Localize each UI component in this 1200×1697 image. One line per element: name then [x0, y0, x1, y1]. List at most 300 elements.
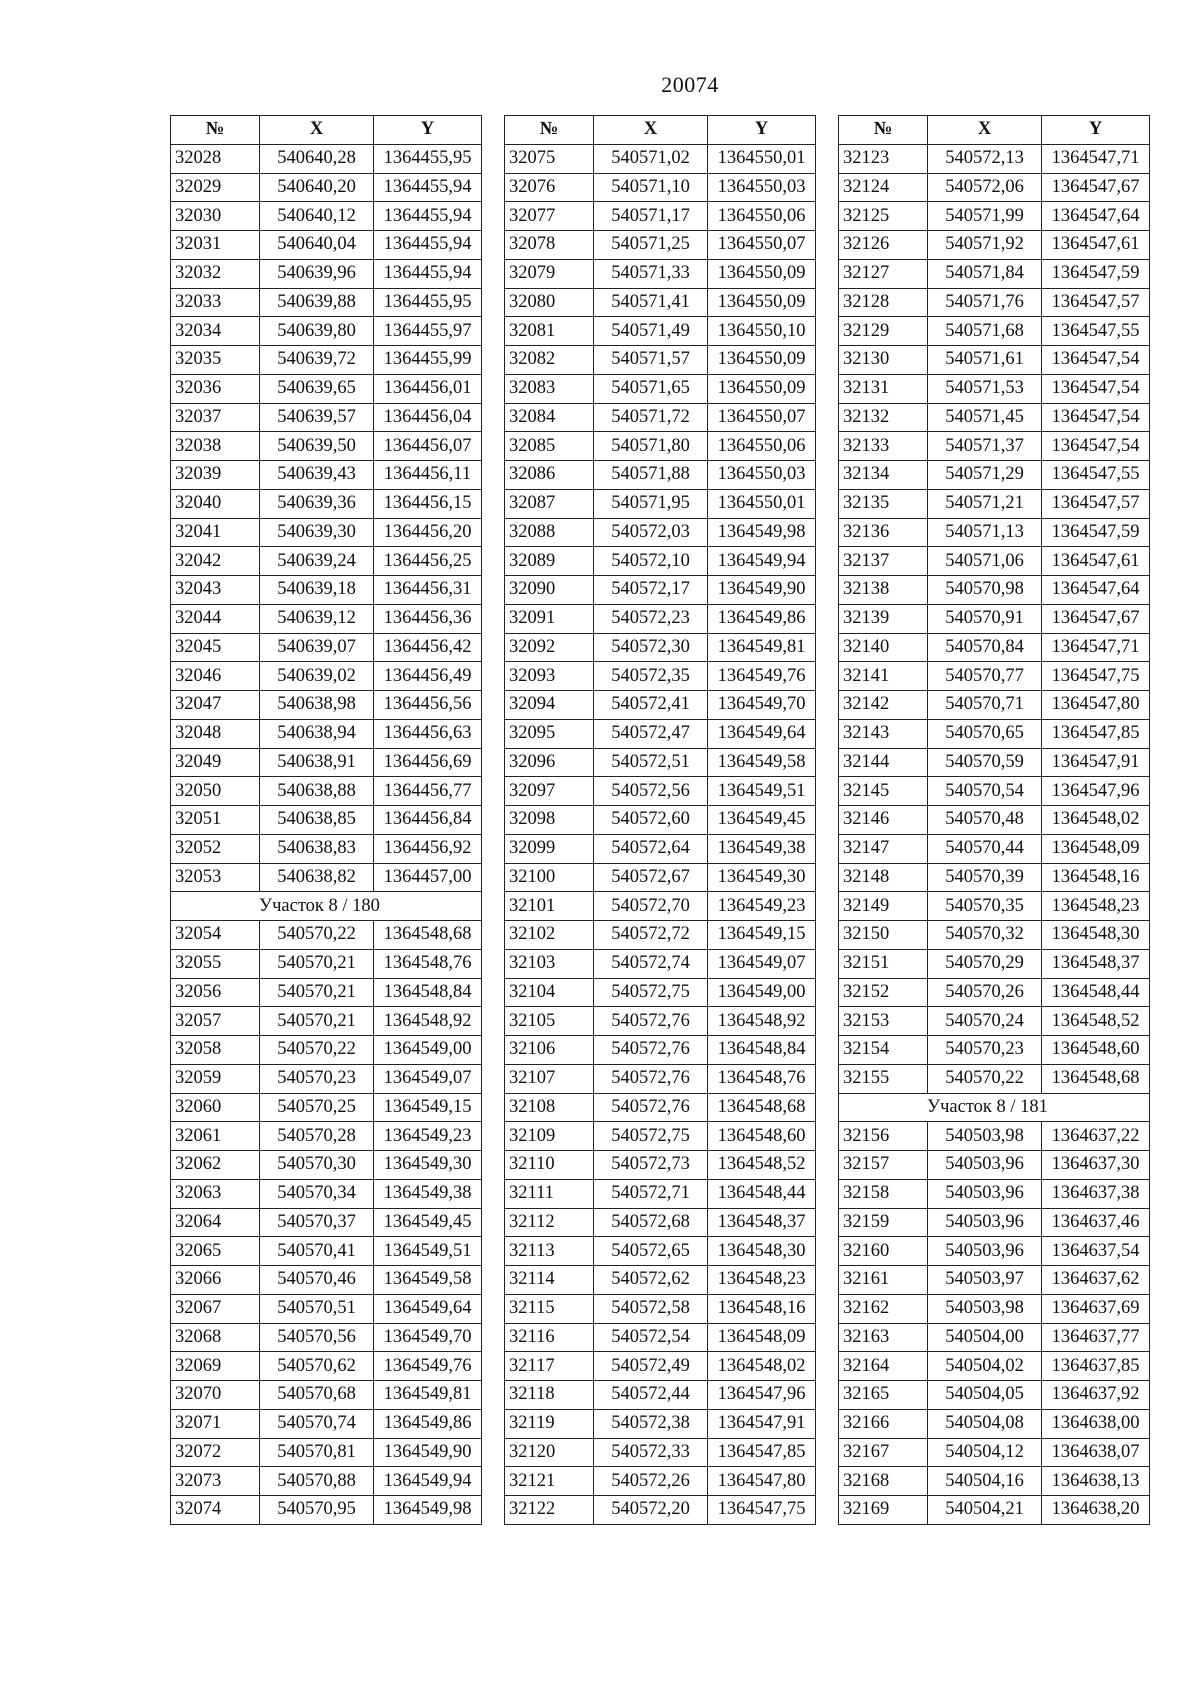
point-number-cell: 32101: [505, 892, 594, 921]
table-row: [505, 576, 816, 605]
table-row: [505, 748, 816, 777]
table-row: [839, 259, 1150, 288]
point-number-cell: 32034: [171, 317, 260, 346]
point-number-cell: 32067: [171, 1294, 260, 1323]
point-number-cell: 32040: [171, 489, 260, 518]
point-number-cell: 32154: [839, 1036, 928, 1065]
x-coordinate-cell: 540571,21: [928, 489, 1042, 518]
y-coordinate-cell: 1364638,13: [1042, 1467, 1150, 1496]
table-row: [171, 633, 482, 662]
point-number-cell: 32100: [505, 863, 594, 892]
y-coordinate-cell: 1364548,37: [1042, 949, 1150, 978]
table-row: [839, 806, 1150, 835]
x-coordinate-cell: 540570,48: [928, 806, 1042, 835]
x-coordinate-cell: 540572,71: [594, 1179, 708, 1208]
table-row: [505, 1151, 816, 1180]
y-coordinate-cell: 1364549,45: [374, 1208, 482, 1237]
table-row: [171, 834, 482, 863]
x-coordinate-cell: 540570,23: [928, 1036, 1042, 1065]
table-row: [839, 1266, 1150, 1295]
table-row: [171, 719, 482, 748]
y-coordinate-cell: 1364637,77: [1042, 1323, 1150, 1352]
x-coordinate-cell: 540572,47: [594, 719, 708, 748]
y-coordinate-cell: 1364547,54: [1042, 346, 1150, 375]
point-number-cell: 32146: [839, 806, 928, 835]
point-number-cell: 32135: [839, 489, 928, 518]
point-number-cell: 32068: [171, 1323, 260, 1352]
point-number-cell: 32167: [839, 1438, 928, 1467]
point-number-cell: 32043: [171, 576, 260, 605]
table-row: [839, 173, 1150, 202]
table-row: [171, 518, 482, 547]
table-row: [839, 346, 1150, 375]
x-coordinate-cell: 540572,70: [594, 892, 708, 921]
y-coordinate-cell: 1364456,01: [374, 374, 482, 403]
y-coordinate-cell: 1364547,96: [1042, 777, 1150, 806]
x-coordinate-cell: 540572,30: [594, 633, 708, 662]
y-coordinate-cell: 1364547,57: [1042, 489, 1150, 518]
x-coordinate-cell: 540570,39: [928, 863, 1042, 892]
x-coordinate-cell: 540638,83: [260, 834, 374, 863]
point-number-cell: 32160: [839, 1237, 928, 1266]
point-number-cell: 32033: [171, 288, 260, 317]
x-coordinate-cell: 540639,96: [260, 259, 374, 288]
x-coordinate-cell: 540639,80: [260, 317, 374, 346]
x-coordinate-cell: 540570,32: [928, 921, 1042, 950]
x-coordinate-cell: 540571,29: [928, 461, 1042, 490]
y-coordinate-cell: 1364547,91: [1042, 748, 1150, 777]
x-coordinate-cell: 540639,57: [260, 403, 374, 432]
x-coordinate-cell: 540570,84: [928, 633, 1042, 662]
point-number-cell: 32138: [839, 576, 928, 605]
table-row: [505, 461, 816, 490]
table-header-row: [839, 116, 1150, 145]
y-coordinate-cell: 1364549,64: [708, 719, 816, 748]
y-coordinate-cell: 1364456,11: [374, 461, 482, 490]
point-number-cell: 32141: [839, 662, 928, 691]
table-row: [839, 633, 1150, 662]
point-number-cell: 32151: [839, 949, 928, 978]
point-number-cell: 32112: [505, 1208, 594, 1237]
point-number-cell: 32082: [505, 346, 594, 375]
point-number-cell: 32054: [171, 921, 260, 950]
x-coordinate-cell: 540640,04: [260, 231, 374, 260]
x-coordinate-cell: 540572,38: [594, 1409, 708, 1438]
x-coordinate-cell: 540639,50: [260, 432, 374, 461]
x-coordinate-cell: 540571,92: [928, 231, 1042, 260]
point-number-cell: 32114: [505, 1266, 594, 1295]
table-row: [839, 892, 1150, 921]
point-number-cell: 32139: [839, 604, 928, 633]
y-coordinate-cell: 1364549,70: [708, 691, 816, 720]
table-row: [839, 403, 1150, 432]
table-row: [171, 748, 482, 777]
point-number-cell: 32110: [505, 1151, 594, 1180]
x-coordinate-cell: 540571,10: [594, 173, 708, 202]
y-coordinate-cell: 1364455,94: [374, 202, 482, 231]
table-row: [505, 1381, 816, 1410]
point-number-cell: 32123: [839, 144, 928, 173]
point-number-cell: 32116: [505, 1323, 594, 1352]
y-coordinate-cell: 1364549,58: [374, 1266, 482, 1295]
x-coordinate-cell: 540571,41: [594, 288, 708, 317]
point-number-cell: 32157: [839, 1151, 928, 1180]
y-coordinate-cell: 1364548,84: [708, 1036, 816, 1065]
table-row: [839, 288, 1150, 317]
x-coordinate-cell: 540572,76: [594, 1093, 708, 1122]
point-number-cell: 32060: [171, 1093, 260, 1122]
y-coordinate-cell: 1364547,59: [1042, 518, 1150, 547]
table-row: [171, 346, 482, 375]
x-coordinate-cell: 540571,37: [928, 432, 1042, 461]
table-row: [505, 489, 816, 518]
table-row: [839, 719, 1150, 748]
header-x: X: [260, 116, 374, 145]
point-number-cell: 32150: [839, 921, 928, 950]
section-label: Участок 8 / 181: [839, 1093, 1150, 1122]
point-number-cell: 32064: [171, 1208, 260, 1237]
point-number-cell: 32073: [171, 1467, 260, 1496]
coordinates-table-3: [838, 115, 1150, 1525]
x-coordinate-cell: 540571,49: [594, 317, 708, 346]
table-row: [171, 1093, 482, 1122]
point-number-cell: 32127: [839, 259, 928, 288]
x-coordinate-cell: 540572,67: [594, 863, 708, 892]
x-coordinate-cell: 540639,88: [260, 288, 374, 317]
table-row: [171, 604, 482, 633]
y-coordinate-cell: 1364549,23: [374, 1122, 482, 1151]
y-coordinate-cell: 1364456,49: [374, 662, 482, 691]
point-number-cell: 32113: [505, 1237, 594, 1266]
table-row: [505, 259, 816, 288]
table-row: [171, 259, 482, 288]
point-number-cell: 32164: [839, 1352, 928, 1381]
point-number-cell: 32109: [505, 1122, 594, 1151]
table-row: [839, 777, 1150, 806]
y-coordinate-cell: 1364549,30: [374, 1151, 482, 1180]
x-coordinate-cell: 540570,35: [928, 892, 1042, 921]
point-number-cell: 32104: [505, 978, 594, 1007]
x-coordinate-cell: 540503,98: [928, 1294, 1042, 1323]
y-coordinate-cell: 1364548,92: [374, 1007, 482, 1036]
point-number-cell: 32144: [839, 748, 928, 777]
point-number-cell: 32115: [505, 1294, 594, 1323]
table-row: [171, 1266, 482, 1295]
table-row: [839, 604, 1150, 633]
table-row: [171, 1409, 482, 1438]
y-coordinate-cell: 1364637,62: [1042, 1266, 1150, 1295]
header-y: Y: [708, 116, 816, 145]
table-row: [505, 173, 816, 202]
x-coordinate-cell: 540504,21: [928, 1496, 1042, 1525]
x-coordinate-cell: 540639,36: [260, 489, 374, 518]
table-row: [505, 202, 816, 231]
table-row: [839, 1208, 1150, 1237]
table-row: [505, 144, 816, 173]
x-coordinate-cell: 540570,29: [928, 949, 1042, 978]
y-coordinate-cell: 1364456,42: [374, 633, 482, 662]
x-coordinate-cell: 540570,62: [260, 1352, 374, 1381]
y-coordinate-cell: 1364549,23: [708, 892, 816, 921]
y-coordinate-cell: 1364637,54: [1042, 1237, 1150, 1266]
x-coordinate-cell: 540572,54: [594, 1323, 708, 1352]
table-row: [839, 834, 1150, 863]
coordinates-table-1: [170, 115, 482, 1525]
point-number-cell: 32137: [839, 547, 928, 576]
x-coordinate-cell: 540570,21: [260, 978, 374, 1007]
y-coordinate-cell: 1364549,86: [708, 604, 816, 633]
y-coordinate-cell: 1364548,16: [708, 1294, 816, 1323]
point-number-cell: 32131: [839, 374, 928, 403]
x-coordinate-cell: 540570,51: [260, 1294, 374, 1323]
table-row: [171, 403, 482, 432]
header-number: №: [839, 116, 928, 145]
y-coordinate-cell: 1364549,81: [708, 633, 816, 662]
point-number-cell: 32080: [505, 288, 594, 317]
table-row: [839, 691, 1150, 720]
table-row: [839, 921, 1150, 950]
table-row: [505, 1323, 816, 1352]
x-coordinate-cell: 540572,17: [594, 576, 708, 605]
point-number-cell: 32072: [171, 1438, 260, 1467]
point-number-cell: 32134: [839, 461, 928, 490]
y-coordinate-cell: 1364549,94: [374, 1467, 482, 1496]
table-row: [839, 863, 1150, 892]
point-number-cell: 32047: [171, 691, 260, 720]
x-coordinate-cell: 540572,20: [594, 1496, 708, 1525]
table-row: [505, 863, 816, 892]
table-row: [839, 1151, 1150, 1180]
y-coordinate-cell: 1364548,09: [708, 1323, 816, 1352]
point-number-cell: 32058: [171, 1036, 260, 1065]
x-coordinate-cell: 540570,68: [260, 1381, 374, 1410]
x-coordinate-cell: 540570,71: [928, 691, 1042, 720]
y-coordinate-cell: 1364638,20: [1042, 1496, 1150, 1525]
x-coordinate-cell: 540570,74: [260, 1409, 374, 1438]
x-coordinate-cell: 540639,18: [260, 576, 374, 605]
y-coordinate-cell: 1364549,90: [374, 1438, 482, 1467]
y-coordinate-cell: 1364456,69: [374, 748, 482, 777]
x-coordinate-cell: 540638,98: [260, 691, 374, 720]
point-number-cell: 32077: [505, 202, 594, 231]
point-number-cell: 32147: [839, 834, 928, 863]
coordinates-table-2: [504, 115, 816, 1525]
y-coordinate-cell: 1364456,92: [374, 834, 482, 863]
x-coordinate-cell: 540571,95: [594, 489, 708, 518]
table-row: [505, 604, 816, 633]
x-coordinate-cell: 540570,25: [260, 1093, 374, 1122]
y-coordinate-cell: 1364637,30: [1042, 1151, 1150, 1180]
x-coordinate-cell: 540570,37: [260, 1208, 374, 1237]
table-row: [839, 1409, 1150, 1438]
x-coordinate-cell: 540572,74: [594, 949, 708, 978]
y-coordinate-cell: 1364455,94: [374, 173, 482, 202]
table-row: [171, 1294, 482, 1323]
y-coordinate-cell: 1364549,15: [708, 921, 816, 950]
table-row: [505, 374, 816, 403]
x-coordinate-cell: 540639,30: [260, 518, 374, 547]
table-row: [839, 432, 1150, 461]
point-number-cell: 32128: [839, 288, 928, 317]
table-row: [839, 547, 1150, 576]
point-number-cell: 32037: [171, 403, 260, 432]
y-coordinate-cell: 1364456,56: [374, 691, 482, 720]
y-coordinate-cell: 1364548,76: [374, 949, 482, 978]
table-row: [839, 1237, 1150, 1266]
point-number-cell: 32161: [839, 1266, 928, 1295]
y-coordinate-cell: 1364549,90: [708, 576, 816, 605]
table-row: [505, 633, 816, 662]
table-row: [505, 892, 816, 921]
y-coordinate-cell: 1364456,63: [374, 719, 482, 748]
y-coordinate-cell: 1364455,95: [374, 144, 482, 173]
table-row: [171, 317, 482, 346]
table-row: [505, 777, 816, 806]
y-coordinate-cell: 1364547,61: [1042, 547, 1150, 576]
y-coordinate-cell: 1364547,54: [1042, 403, 1150, 432]
x-coordinate-cell: 540571,02: [594, 144, 708, 173]
point-number-cell: 32041: [171, 518, 260, 547]
y-coordinate-cell: 1364455,94: [374, 259, 482, 288]
x-coordinate-cell: 540572,33: [594, 1438, 708, 1467]
y-coordinate-cell: 1364549,98: [374, 1496, 482, 1525]
table-row: [839, 1467, 1150, 1496]
x-coordinate-cell: 540570,88: [260, 1467, 374, 1496]
x-coordinate-cell: 540570,26: [928, 978, 1042, 1007]
x-coordinate-cell: 540570,59: [928, 748, 1042, 777]
x-coordinate-cell: 540572,51: [594, 748, 708, 777]
y-coordinate-cell: 1364456,25: [374, 547, 482, 576]
x-coordinate-cell: 540571,33: [594, 259, 708, 288]
y-coordinate-cell: 1364550,01: [708, 144, 816, 173]
table-row: [505, 978, 816, 1007]
y-coordinate-cell: 1364547,59: [1042, 259, 1150, 288]
table-row: [505, 317, 816, 346]
table-row: [171, 1467, 482, 1496]
table-row: [505, 288, 816, 317]
x-coordinate-cell: 540572,76: [594, 1064, 708, 1093]
point-number-cell: 32163: [839, 1323, 928, 1352]
point-number-cell: 32155: [839, 1064, 928, 1093]
table-row: [505, 719, 816, 748]
table-row: [505, 806, 816, 835]
header-x: X: [594, 116, 708, 145]
x-coordinate-cell: 540572,56: [594, 777, 708, 806]
y-coordinate-cell: 1364548,02: [1042, 806, 1150, 835]
x-coordinate-cell: 540571,13: [928, 518, 1042, 547]
point-number-cell: 32074: [171, 1496, 260, 1525]
y-coordinate-cell: 1364549,15: [374, 1093, 482, 1122]
table-row: [505, 1294, 816, 1323]
point-number-cell: 32098: [505, 806, 594, 835]
table-row: [505, 1007, 816, 1036]
table-row: [839, 1294, 1150, 1323]
x-coordinate-cell: 540572,72: [594, 921, 708, 950]
point-number-cell: 32044: [171, 604, 260, 633]
x-coordinate-cell: 540504,00: [928, 1323, 1042, 1352]
y-coordinate-cell: 1364550,07: [708, 231, 816, 260]
x-coordinate-cell: 540572,26: [594, 1467, 708, 1496]
x-coordinate-cell: 540570,28: [260, 1122, 374, 1151]
y-coordinate-cell: 1364547,85: [1042, 719, 1150, 748]
x-coordinate-cell: 540504,12: [928, 1438, 1042, 1467]
y-coordinate-cell: 1364549,30: [708, 863, 816, 892]
table-row: [505, 1438, 816, 1467]
point-number-cell: 32106: [505, 1036, 594, 1065]
y-coordinate-cell: 1364548,23: [1042, 892, 1150, 921]
point-number-cell: 32169: [839, 1496, 928, 1525]
x-coordinate-cell: 540570,65: [928, 719, 1042, 748]
table-row: [171, 461, 482, 490]
point-number-cell: 32145: [839, 777, 928, 806]
table-row: [171, 1496, 482, 1525]
point-number-cell: 32086: [505, 461, 594, 490]
y-coordinate-cell: 1364638,00: [1042, 1409, 1150, 1438]
point-number-cell: 32158: [839, 1179, 928, 1208]
point-number-cell: 32093: [505, 662, 594, 691]
y-coordinate-cell: 1364548,02: [708, 1352, 816, 1381]
section-row: [171, 892, 482, 921]
y-coordinate-cell: 1364456,77: [374, 777, 482, 806]
point-number-cell: 32069: [171, 1352, 260, 1381]
table-row: [171, 691, 482, 720]
point-number-cell: 32136: [839, 518, 928, 547]
y-coordinate-cell: 1364550,09: [708, 288, 816, 317]
point-number-cell: 32092: [505, 633, 594, 662]
point-number-cell: 32081: [505, 317, 594, 346]
point-number-cell: 32075: [505, 144, 594, 173]
x-coordinate-cell: 540640,28: [260, 144, 374, 173]
point-number-cell: 32084: [505, 403, 594, 432]
table-row: [171, 173, 482, 202]
table-row: [171, 1179, 482, 1208]
point-number-cell: 32085: [505, 432, 594, 461]
table-row: [839, 144, 1150, 173]
table-row: [505, 1467, 816, 1496]
y-coordinate-cell: 1364547,71: [1042, 144, 1150, 173]
y-coordinate-cell: 1364549,76: [708, 662, 816, 691]
x-coordinate-cell: 540572,64: [594, 834, 708, 863]
y-coordinate-cell: 1364548,30: [1042, 921, 1150, 950]
table-row: [505, 1208, 816, 1237]
point-number-cell: 32117: [505, 1352, 594, 1381]
x-coordinate-cell: 540571,99: [928, 202, 1042, 231]
y-coordinate-cell: 1364637,38: [1042, 1179, 1150, 1208]
point-number-cell: 32052: [171, 834, 260, 863]
section-label: Участок 8 / 180: [171, 892, 482, 921]
y-coordinate-cell: 1364550,03: [708, 461, 816, 490]
point-number-cell: 32133: [839, 432, 928, 461]
y-coordinate-cell: 1364550,09: [708, 346, 816, 375]
point-number-cell: 32120: [505, 1438, 594, 1467]
header-number: №: [171, 116, 260, 145]
y-coordinate-cell: 1364637,85: [1042, 1352, 1150, 1381]
x-coordinate-cell: 540504,05: [928, 1381, 1042, 1410]
y-coordinate-cell: 1364549,00: [708, 978, 816, 1007]
x-coordinate-cell: 540571,53: [928, 374, 1042, 403]
point-number-cell: 32142: [839, 691, 928, 720]
point-number-cell: 32168: [839, 1467, 928, 1496]
x-coordinate-cell: 540640,12: [260, 202, 374, 231]
y-coordinate-cell: 1364549,51: [708, 777, 816, 806]
y-coordinate-cell: 1364549,81: [374, 1381, 482, 1410]
y-coordinate-cell: 1364550,06: [708, 202, 816, 231]
table-row: [839, 1179, 1150, 1208]
table-row: [839, 949, 1150, 978]
table-row: [505, 231, 816, 260]
x-coordinate-cell: 540639,65: [260, 374, 374, 403]
point-number-cell: 32088: [505, 518, 594, 547]
